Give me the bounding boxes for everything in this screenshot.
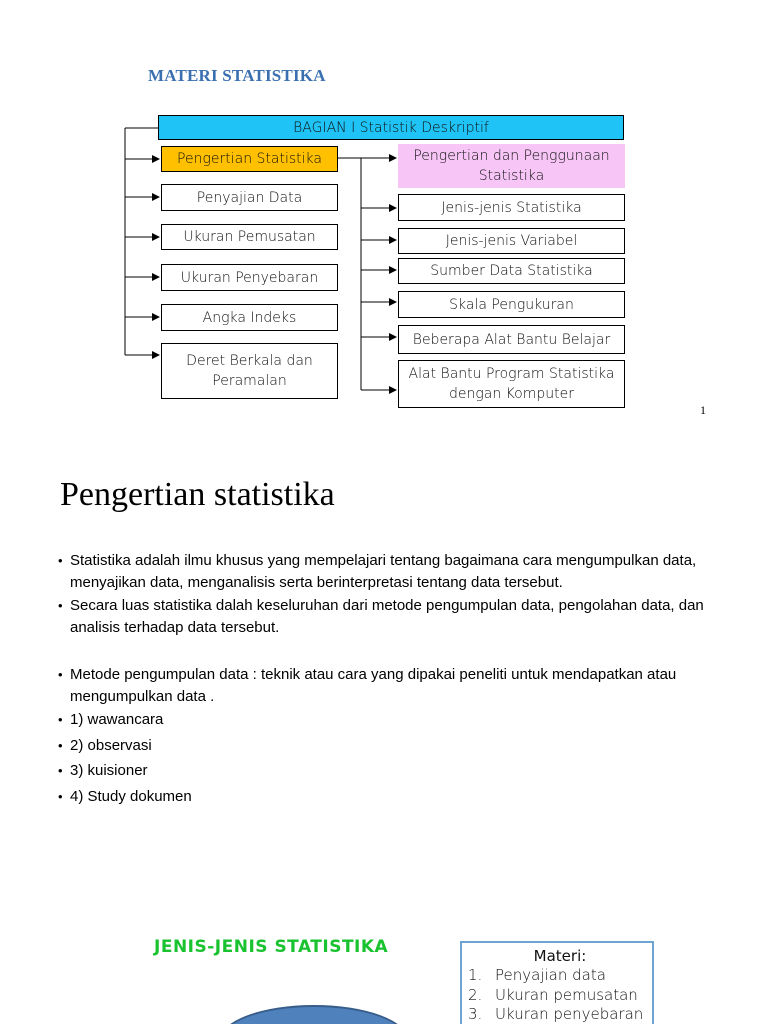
right-item-skala-pengukuran: Skala Pengukuran <box>398 291 625 318</box>
right-item-sumber-data: Sumber Data Statistika <box>398 258 625 284</box>
right-item-pengertian-penggunaan: Pengertian dan Penggunaan Statistika <box>398 144 625 188</box>
materi-list-box <box>460 941 654 1024</box>
pengertian-heading: Pengertian statistika <box>60 476 335 513</box>
left-item-angka-indeks: Angka Indeks <box>161 304 338 331</box>
left-item-ukuran-penyebaran: Ukuran Penyebaran <box>161 264 338 291</box>
right-item-jenis-statistika: Jenis-jenis Statistika <box>398 194 625 221</box>
materi-list <box>468 966 652 1024</box>
left-item-ukuran-pemusatan: Ukuran Pemusatan <box>161 224 338 250</box>
right-item-alat-bantu-belajar: Beberapa Alat Bantu Belajar <box>398 325 625 354</box>
list-item <box>468 986 652 1006</box>
jenis-jenis-statistika-title: JENIS-JENIS STATISTIKA <box>154 937 389 957</box>
left-item-pengertian-statistika: Pengertian Statistika <box>161 146 338 172</box>
list-item <box>468 1005 652 1024</box>
bullet-wawancara: • 1) wawancara <box>58 709 718 731</box>
list-item-label: Ukuran pemusatan <box>495 985 638 1004</box>
bullet-kuisioner: • 3) kuisioner <box>58 760 718 782</box>
list-item-label: Ukuran penyebaran <box>495 1005 644 1023</box>
list-item <box>468 966 652 986</box>
blue-oval-shape <box>220 1005 408 1024</box>
list-item-number: 2. <box>468 985 483 1004</box>
list-item-label: Penyajian data <box>495 966 606 984</box>
bullet-broad-definition: • Secara luas statistika dalah keseluruhan dari metode pengumpulan data, pengolahan data, dan analisis terhadap data tersebut. <box>58 595 718 638</box>
bullet-study-dokumen: • 4) Study dokumen <box>58 786 718 808</box>
page-number: 1 <box>700 403 706 417</box>
list-item-number: 1. <box>468 966 483 984</box>
right-item-jenis-variabel: Jenis-jenis Variabel <box>398 228 625 254</box>
materi-statistika-title: MATERI STATISTIKA <box>148 66 326 85</box>
bullet-metode: • Metode pengumpulan data : teknik atau cara yang dipakai peneliti untuk mendapatkan atau mengumpulkan data . <box>58 664 718 707</box>
bagian-header-box: BAGIAN I Statistik Deskriptif <box>158 115 624 140</box>
right-item-alat-bantu-program: Alat Bantu Program Statistika dengan Komputer <box>398 360 625 408</box>
bullet-definition: • Statistika adalah ilmu khusus yang mempelajari tentang bagaimana cara mengumpulkan data, menyajikan data, menganalisis serta berinterpretasi tentang data tersebut. <box>58 550 718 593</box>
bullet-observasi: • 2) observasi <box>58 735 718 757</box>
materi-list-title: Materi: <box>533 947 587 965</box>
left-item-penyajian-data: Penyajian Data <box>161 184 338 211</box>
list-item-number: 3. <box>468 1005 483 1023</box>
diagram-connectors <box>0 0 768 420</box>
left-item-deret-berkala: Deret Berkala dan Peramalan <box>161 343 338 399</box>
